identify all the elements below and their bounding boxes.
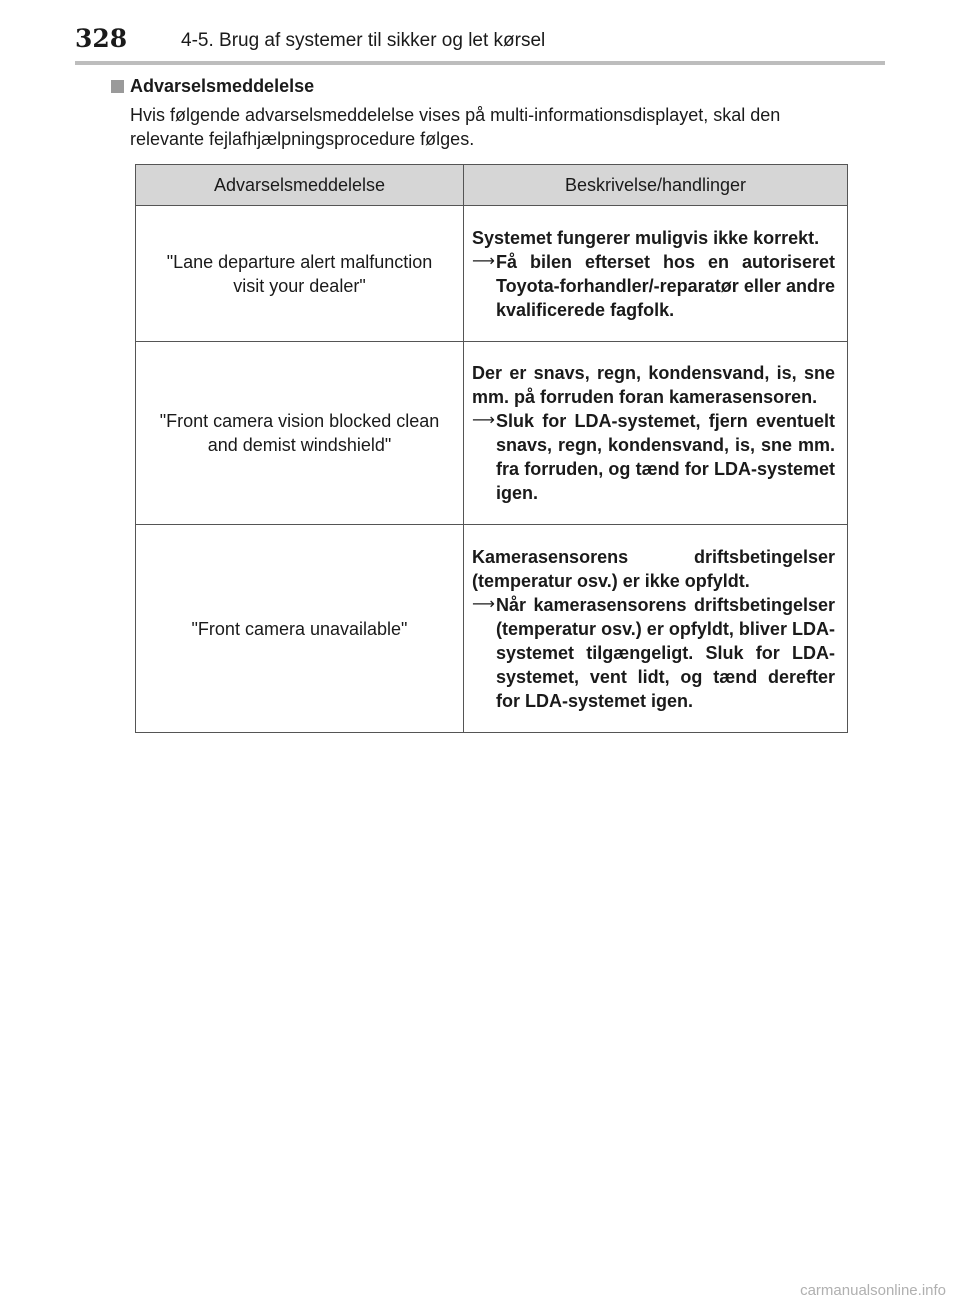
action-text: Sluk for LDA-systemet, fjern eventuelt snavs, regn, kondensvand, is, sne mm. fra forruden, og tænd for LDA-systemet igen. [496, 411, 835, 503]
section-title-text: Advarselsmeddelelse [130, 76, 315, 96]
page-header [75, 22, 885, 60]
column-header-message: Advarselsmeddelelse [136, 165, 464, 206]
warning-message-text: "Lane departure alert malfunction visit your dealer" [166, 251, 433, 296]
action-item [472, 409, 835, 505]
description-text: Der er snavs, regn, kondensvand, is, sne mm. på forruden foran kamerasensoren. [472, 363, 835, 407]
warning-message-text: "Front camera vision blocked clean and demist windshield" [159, 411, 440, 455]
warning-message-table [135, 164, 848, 733]
intro-paragraph: Hvis følgende advarselsmeddelelse vises på multi-informationsdisplayet, skal den relevante fejlafhjælpningsprocedure følges. [130, 105, 781, 149]
arrow-right-icon: ⟶ [472, 595, 495, 613]
action-text: Få bilen efterset hos en autoriseret Toyota-forhandler/-reparatør eller andre kvalificerede fagfolk. [496, 251, 835, 320]
square-bullet-icon [111, 80, 124, 93]
column-header-description: Beskrivelse/handlinger [464, 165, 848, 206]
arrow-right-icon: ⟶ [472, 252, 495, 270]
action-item [472, 250, 835, 322]
page-number: 328 [75, 24, 128, 53]
chapter-title: 4-5. Brug af systemer til sikker og let kørsel [181, 30, 546, 51]
header-divider [75, 61, 885, 65]
warning-message-cell [136, 206, 464, 342]
warning-message-cell [136, 525, 464, 733]
table-row [136, 206, 848, 342]
warning-message-cell [136, 342, 464, 525]
table-header-row [136, 165, 848, 206]
description-text: Kamerasensorens driftsbetingelser (temperatur osv.) er ikke opfyldt. [472, 546, 835, 591]
table-row [136, 342, 848, 525]
warning-message-text: "Front camera unavailable" [191, 618, 408, 639]
watermark: carmanualsonline.info [800, 1282, 946, 1299]
table-row [136, 525, 848, 733]
description-cell [464, 525, 848, 733]
arrow-right-icon: ⟶ [472, 412, 495, 429]
description-text: Systemet fungerer muligvis ikke korrekt. [472, 227, 820, 248]
section-title [111, 76, 314, 97]
description-cell [464, 206, 848, 342]
action-item [472, 593, 835, 713]
action-text: Når kamerasensorens driftsbetingelser (temperatur osv.) er opfyldt, bliver LDA-systemet tilgængeligt. Sluk for LDA-systemet, vent lidt, og tænd derefter for LDA-systemet igen. [496, 594, 835, 711]
description-cell [464, 342, 848, 525]
